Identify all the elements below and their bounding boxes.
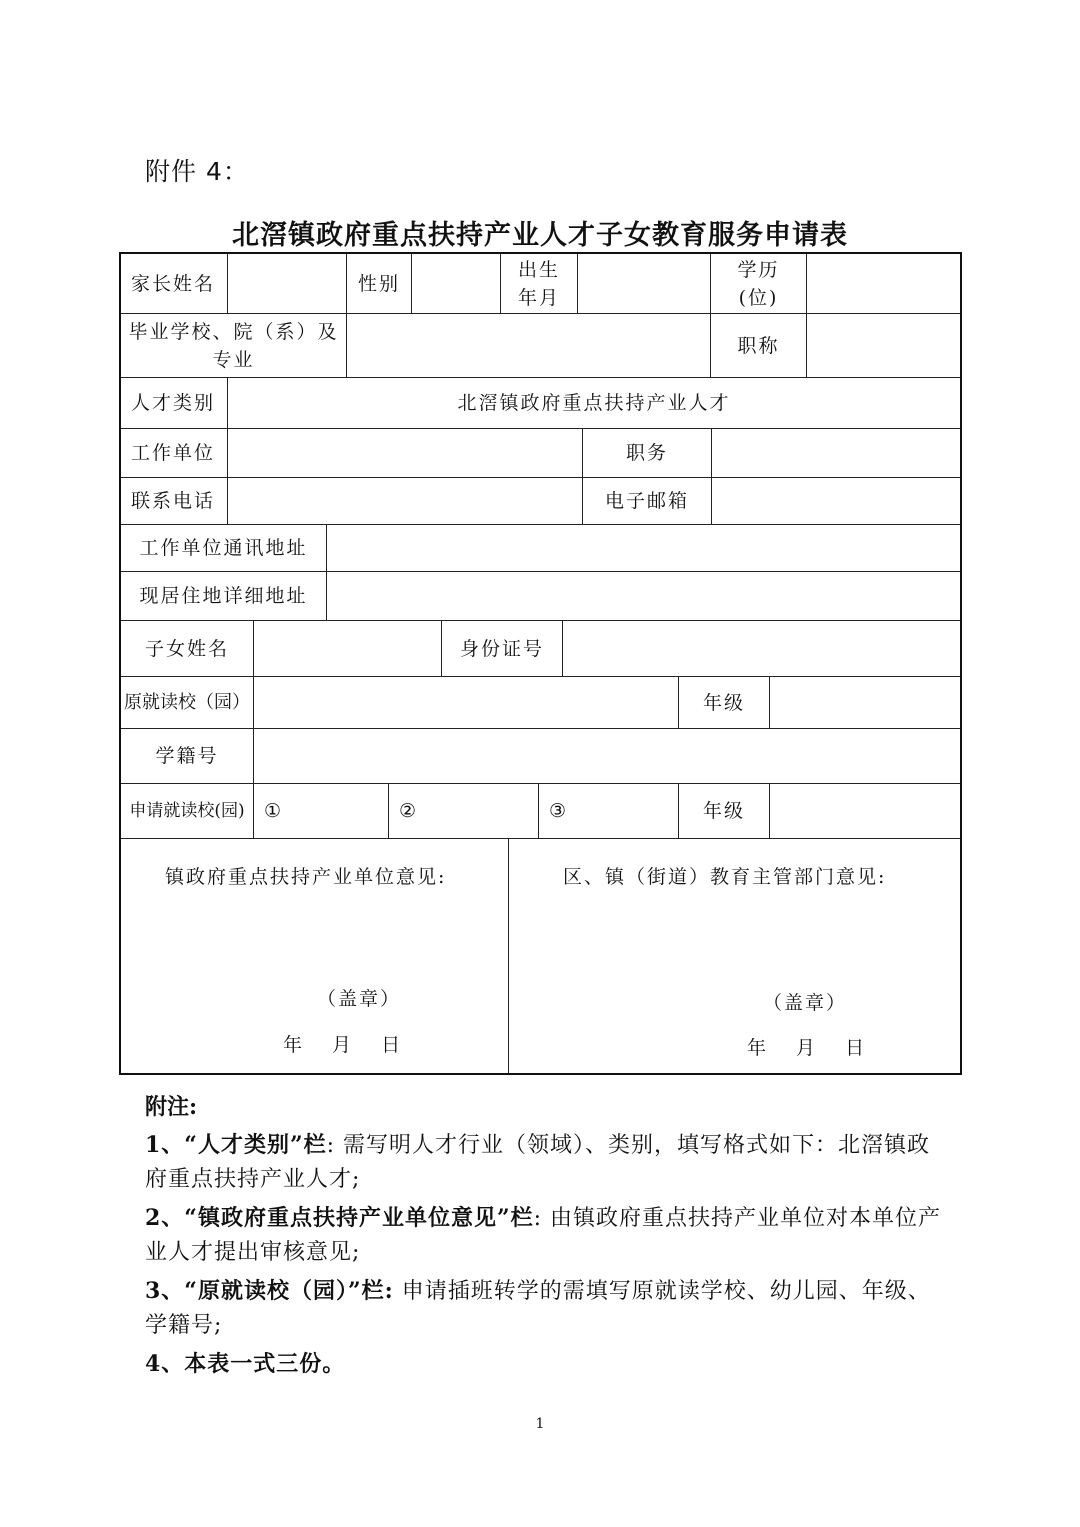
apply-grade-label: 年级: [678, 783, 770, 839]
original-school-label: 原就读校（园）: [120, 676, 254, 729]
gender-field[interactable]: [411, 253, 501, 314]
work-address-field[interactable]: [326, 524, 961, 572]
unit-opinion-box[interactable]: [120, 838, 509, 1074]
apply-school-choice-1[interactable]: ①: [253, 783, 389, 839]
talent-category-label: 人才类别: [120, 377, 228, 429]
attachment-label: 附件 4：: [145, 157, 249, 186]
degree-label: 学历 (位): [710, 253, 807, 314]
home-address-field[interactable]: [326, 571, 961, 621]
school-major-field[interactable]: [346, 313, 711, 378]
student-id-label: 学籍号: [120, 728, 254, 784]
notes-header: 附注:: [145, 1094, 198, 1120]
talent-category-value: 北滘镇政府重点扶持产业人才: [227, 377, 961, 429]
unit-opinion-title: 镇政府重点扶持产业单位意见:: [165, 866, 447, 888]
home-address-label: 现居住地详细地址: [120, 571, 327, 621]
apply-grade-field[interactable]: [769, 783, 961, 839]
note-3: 3、“原就读校（园）”栏: 申请插班转学的需填写原就读学校、幼儿园、年级、学籍号;: [145, 1278, 931, 1338]
degree-field[interactable]: [806, 253, 961, 314]
unit-opinion-date: 年 月 日: [283, 1034, 405, 1056]
email-label: 电子邮箱: [582, 477, 712, 525]
note-2: 2、“镇政府重点扶持产业单位意见”栏: 由镇政府重点扶持产业单位对本单位产业人才提出审核意见;: [145, 1205, 942, 1265]
notes-section: [145, 1090, 945, 1381]
position-field[interactable]: [711, 428, 961, 478]
education-opinion-title: 区、镇（街道）教育主管部门意见:: [563, 866, 887, 888]
work-address-label: 工作单位通讯地址: [120, 524, 327, 572]
parent-name-field[interactable]: [227, 253, 347, 314]
work-unit-field[interactable]: [227, 428, 583, 478]
birth-label: 出生 年月: [500, 253, 578, 314]
phone-label: 联系电话: [120, 477, 228, 525]
form-title: 北滘镇政府重点扶持产业人才子女教育服务申请表: [232, 220, 848, 251]
parent-name-label: 家长姓名: [120, 253, 228, 314]
apply-school-label: 申请就读校(园): [120, 783, 254, 839]
note-4: 4、本表一式三份。: [145, 1351, 346, 1377]
grade-field[interactable]: [769, 676, 961, 729]
work-unit-label: 工作单位: [120, 428, 228, 478]
gender-label: 性别: [346, 253, 412, 314]
id-number-field[interactable]: [562, 620, 961, 677]
apply-school-choice-3[interactable]: ③: [538, 783, 679, 839]
unit-opinion-seal: （盖章）: [317, 988, 402, 1010]
job-title-field[interactable]: [806, 313, 961, 378]
phone-field[interactable]: [227, 477, 583, 525]
position-label: 职务: [582, 428, 712, 478]
student-id-field[interactable]: [253, 728, 961, 784]
job-title-label: 职称: [710, 313, 807, 378]
id-number-label: 身份证号: [441, 620, 563, 677]
birth-field[interactable]: [577, 253, 711, 314]
email-field[interactable]: [711, 477, 961, 525]
note-1: 1、“人才类别”栏: 需写明人才行业（领域）、类别，填写格式如下：北滘镇政府重点扶持产业人才;: [145, 1132, 931, 1192]
education-opinion-box[interactable]: [508, 838, 961, 1074]
original-school-field[interactable]: [253, 676, 679, 729]
grade-label: 年级: [678, 676, 770, 729]
education-opinion-seal: （盖章）: [763, 992, 848, 1014]
child-name-label: 子女姓名: [120, 620, 254, 677]
child-name-field[interactable]: [253, 620, 442, 677]
page-number: 1: [535, 1416, 545, 1432]
school-major-label: 毕业学校、院（系）及 专业: [120, 313, 347, 378]
apply-school-choice-2[interactable]: ②: [388, 783, 539, 839]
education-opinion-date: 年 月 日: [747, 1037, 869, 1059]
